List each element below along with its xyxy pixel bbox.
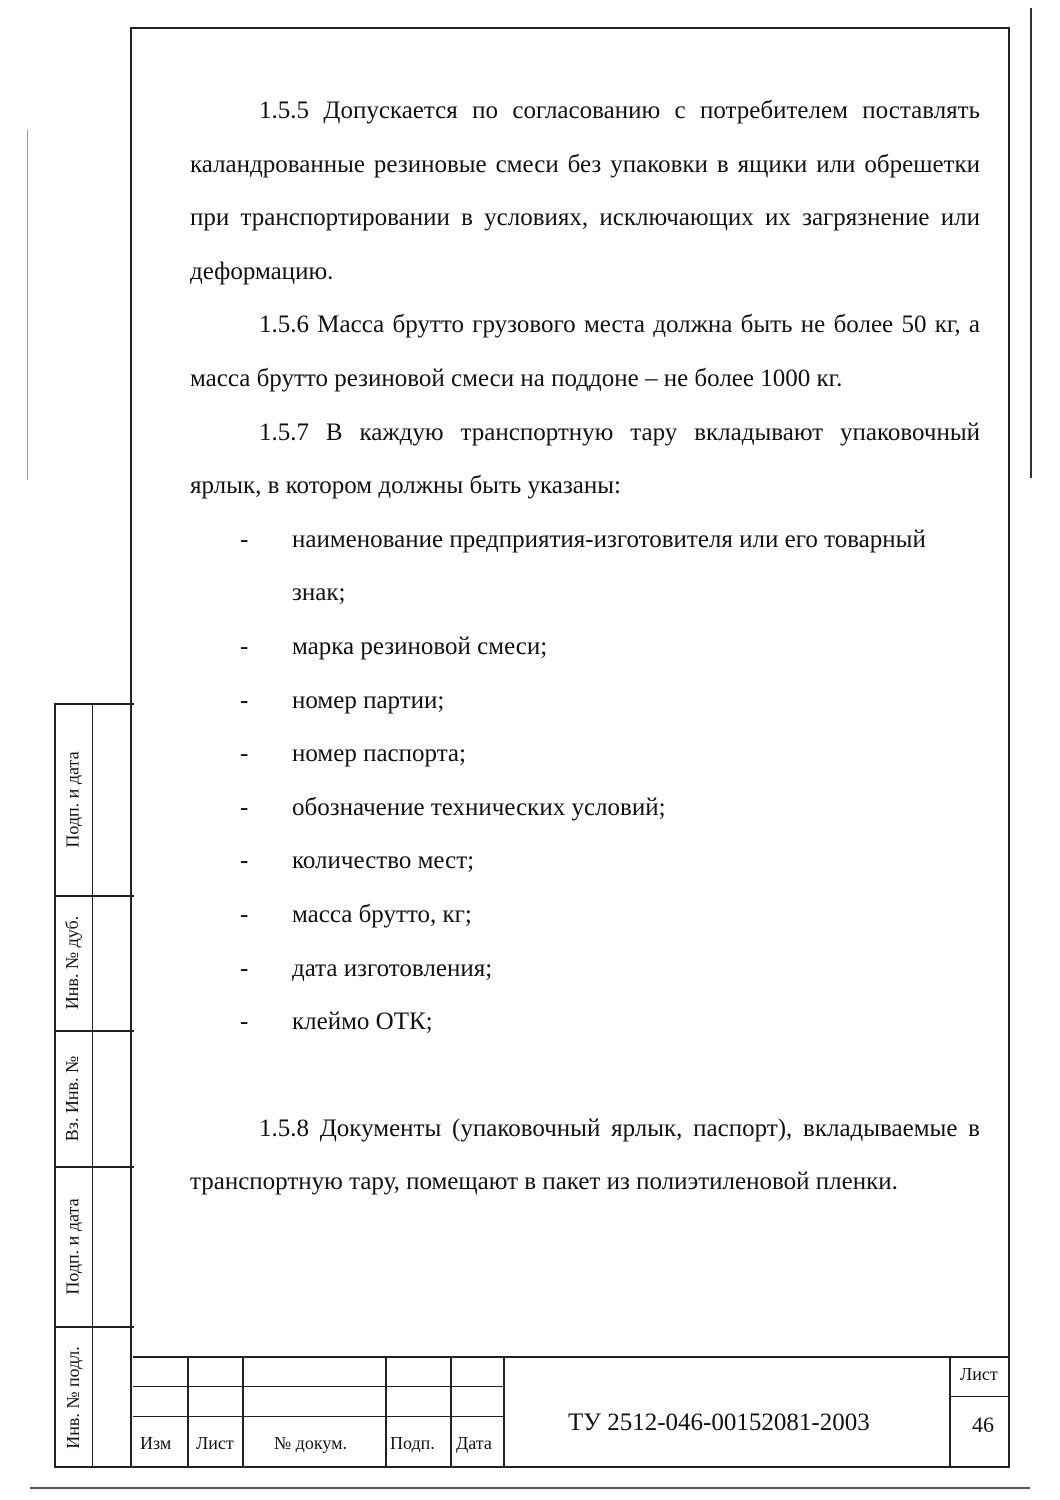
- list-dash: -: [240, 793, 249, 821]
- list-dash: -: [240, 954, 249, 982]
- list-item: [190, 834, 980, 888]
- sheet-number: 46: [972, 1412, 994, 1437]
- list-item-text: масса брутто, кг;: [292, 900, 472, 928]
- document-body: [190, 84, 980, 1209]
- title-block-col-rule: [949, 1356, 951, 1468]
- list-item: [190, 674, 980, 728]
- list-item: [190, 888, 980, 942]
- paragraph-1-5-8: 1.5.8 Документы (упаковочный ярлык, паспорт), вкладываемые в транспортную тару, помещают в пакет из полиэтиленовой пленки.: [190, 1114, 980, 1196]
- section-gap: [190, 1049, 980, 1102]
- col-date: Дата: [456, 1433, 492, 1453]
- side-label-replacement-inv: Вз. Инв. №: [62, 1055, 83, 1141]
- list-item-text: номер паспорта;: [292, 740, 466, 768]
- list-item-text: наименование предприятия-изготовителя или его товарный знак;: [292, 525, 926, 607]
- scan-edge-right: [1030, 8, 1032, 478]
- side-stamp-divider: [92, 703, 93, 1468]
- list-dash: -: [240, 740, 249, 768]
- sheet-label: Лист: [960, 1364, 998, 1384]
- title-block-row-rule: [133, 1416, 503, 1417]
- scan-edge-left: [27, 130, 28, 480]
- list-dash: -: [240, 900, 249, 928]
- title-block-row-rule: [133, 1386, 503, 1387]
- list-dash: -: [240, 1008, 249, 1036]
- list-item-text: дата изготовления;: [292, 954, 493, 982]
- paragraph-1-5-7: 1.5.7 В каждую транспортную тару вкладывают упаковочный ярлык, в котором должны быть указаны:: [190, 418, 980, 500]
- list-item-text: обозначение технических условий;: [292, 793, 666, 821]
- side-label-dup-inv: Инв. № дуб.: [62, 915, 83, 1010]
- side-label-original-inv: Инв. № подл.: [62, 1345, 83, 1449]
- list-item-text: количество мест;: [292, 847, 475, 875]
- col-sheet: Лист: [196, 1433, 234, 1453]
- col-change: Изм: [140, 1433, 172, 1453]
- paragraph-1-5-6: 1.5.6 Масса брутто грузового места должна быть не более 50 кг, а масса брутто резиновой смеси на поддоне – не более 1000 кг.: [190, 311, 980, 392]
- col-signature: Подп.: [390, 1433, 435, 1453]
- list-item: [190, 513, 980, 620]
- col-doc-number: № докум.: [274, 1433, 347, 1453]
- list-item-text: клеймо ОТК;: [292, 1008, 433, 1036]
- list-dash: -: [240, 525, 249, 553]
- paragraph-1-5-5: 1.5.5 Допускается по согласованию с потребителем поставлять каландрованные резиновые смеси без упаковки в ящики или обрешетки при транспортировании в условиях, исключающих их загрязнение или деформацию.: [190, 97, 980, 285]
- list-item-text: марка резиновой смеси;: [292, 632, 548, 660]
- list-dash: -: [240, 632, 249, 660]
- list-item: [190, 942, 980, 996]
- title-block-col-rule: [242, 1356, 244, 1468]
- list-item: [190, 727, 980, 781]
- list-item-text: номер партии;: [292, 686, 445, 714]
- side-label-signature-date: Подп. и дата: [62, 750, 83, 848]
- title-block-col-rule: [187, 1356, 189, 1468]
- list-dash: -: [240, 686, 249, 714]
- scan-edge-bottom: [30, 1487, 1030, 1489]
- document-code: ТУ 2512-046-00152081-2003: [568, 1409, 870, 1436]
- list-item: [190, 620, 980, 674]
- list-item: [190, 781, 980, 835]
- title-block-top-rule: [133, 1356, 1010, 1358]
- list-dash: -: [240, 847, 249, 875]
- title-block-col-rule: [503, 1356, 505, 1468]
- title-block-col-rule: [450, 1356, 452, 1468]
- label-contents-list: [190, 513, 980, 1049]
- title-block-col-rule: [385, 1356, 387, 1468]
- side-label-signature-date-2: Подп. и дата: [62, 1197, 83, 1295]
- list-item: [190, 995, 980, 1049]
- side-stamp: [54, 703, 134, 1468]
- title-block-row-rule: [949, 1396, 1010, 1397]
